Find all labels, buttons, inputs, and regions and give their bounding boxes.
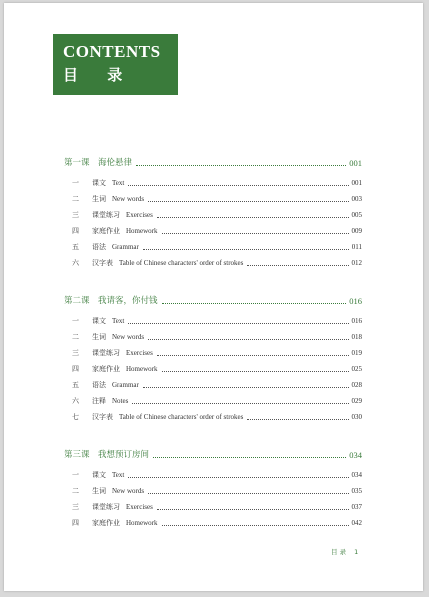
entry-title-zh: 语法	[92, 381, 106, 389]
lesson-section	[64, 152, 362, 268]
entry-title-zh: 生词	[92, 333, 106, 341]
entry-title-en: Homework	[126, 519, 158, 527]
entry-page-number: 003	[351, 195, 362, 203]
entry-number: 四	[72, 519, 79, 527]
entry-title-zh: 家庭作业	[92, 519, 120, 527]
leader-dots	[162, 524, 349, 526]
entry-number: 五	[72, 243, 79, 251]
entry-title-en: Notes	[112, 397, 129, 405]
entry-title-zh: 家庭作业	[92, 227, 120, 235]
toc-entry[interactable]	[64, 252, 362, 268]
entry-title-zh: 课文	[92, 471, 106, 479]
table-of-contents	[64, 152, 362, 550]
entry-title-zh: 家庭作业	[92, 365, 120, 373]
leader-dots	[162, 232, 349, 234]
entry-number: 六	[72, 259, 79, 267]
leader-dots	[136, 164, 346, 166]
leader-dots	[143, 248, 349, 250]
entry-page-number: 009	[351, 227, 362, 235]
toc-entry[interactable]	[64, 172, 362, 188]
entry-number: 三	[72, 349, 79, 357]
leader-dots	[157, 508, 349, 510]
footer-page-number: 1	[354, 548, 359, 556]
lesson-title: 第一课 海伦悬律	[64, 158, 133, 168]
footer-label: 目 录	[331, 548, 347, 556]
toc-entry[interactable]	[64, 204, 362, 220]
entry-number: 二	[72, 195, 79, 203]
lesson-section	[64, 290, 362, 422]
entry-title-zh: 课堂练习	[92, 349, 120, 357]
toc-entry[interactable]	[64, 342, 362, 358]
entry-number: 一	[72, 179, 79, 187]
leader-dots	[132, 402, 348, 404]
entry-title-en: Exercises	[126, 349, 153, 357]
entry-title-zh: 注释	[92, 397, 106, 405]
toc-entry[interactable]	[64, 358, 362, 374]
toc-entry[interactable]	[64, 326, 362, 342]
entry-title-zh: 语法	[92, 243, 106, 251]
entry-title-en: Exercises	[126, 503, 153, 511]
entry-page-number: 001	[351, 179, 362, 187]
lesson-page-number: 001	[349, 158, 362, 168]
leader-dots	[162, 302, 347, 304]
leader-dots	[128, 184, 348, 186]
lesson-section	[64, 444, 362, 528]
entry-title-zh: 课堂练习	[92, 211, 120, 219]
entry-title-zh: 课文	[92, 179, 106, 187]
toc-entry[interactable]	[64, 310, 362, 326]
toc-entry[interactable]	[64, 220, 362, 236]
toc-entry[interactable]	[64, 390, 362, 406]
entry-title-zh: 课堂练习	[92, 503, 120, 511]
leader-dots	[128, 476, 348, 478]
entry-title-en: Exercises	[126, 211, 153, 219]
entry-page-number: 016	[351, 317, 362, 325]
entry-title-en: Text	[112, 317, 125, 325]
contents-header	[53, 34, 178, 95]
entry-title-en: Homework	[126, 365, 158, 373]
leader-dots	[148, 492, 348, 494]
entry-title-en: Grammar	[112, 381, 139, 389]
leader-dots	[162, 370, 349, 372]
contents-title-en: CONTENTS	[63, 42, 161, 61]
leader-dots	[157, 216, 349, 218]
entry-title-en: Table of Chinese characters' order of strokes	[119, 259, 244, 267]
entry-title-zh: 生词	[92, 195, 106, 203]
entry-title-zh: 生词	[92, 487, 106, 495]
page-footer	[331, 547, 364, 556]
entry-page-number: 019	[351, 349, 362, 357]
toc-entry[interactable]	[64, 496, 362, 512]
entry-title-en: Grammar	[112, 243, 139, 251]
leader-dots	[157, 354, 349, 356]
entry-title-en: Text	[112, 471, 125, 479]
entry-number: 四	[72, 365, 79, 373]
leader-dots	[247, 418, 348, 420]
entry-title-en: Text	[112, 179, 125, 187]
toc-entry[interactable]	[64, 512, 362, 528]
document-page	[4, 3, 423, 591]
entry-number: 二	[72, 487, 79, 495]
entry-title-en: Table of Chinese characters' order of strokes	[119, 413, 244, 421]
entry-title-en: New words	[112, 333, 145, 341]
lesson-heading[interactable]	[64, 290, 362, 306]
entry-page-number: 030	[351, 413, 362, 421]
leader-dots	[153, 456, 346, 458]
toc-entry[interactable]	[64, 406, 362, 422]
entry-title-zh: 汉字表	[92, 259, 113, 267]
toc-entry[interactable]	[64, 374, 362, 390]
entry-title-zh: 课文	[92, 317, 106, 325]
entry-title-zh: 汉字表	[92, 413, 113, 421]
toc-entry[interactable]	[64, 464, 362, 480]
entry-page-number: 029	[351, 397, 362, 405]
entry-title-en: New words	[112, 487, 145, 495]
entry-page-number: 025	[351, 365, 362, 373]
entry-page-number: 005	[351, 211, 362, 219]
entry-number: 三	[72, 503, 79, 511]
lesson-page-number: 016	[349, 296, 362, 306]
lesson-heading[interactable]	[64, 444, 362, 460]
contents-title-zh: 目 录	[63, 66, 135, 84]
leader-dots	[148, 200, 348, 202]
toc-entry[interactable]	[64, 236, 362, 252]
entry-page-number: 034	[351, 471, 362, 479]
entry-number: 一	[72, 471, 79, 479]
entry-number: 三	[72, 211, 79, 219]
lesson-title: 第三课 我想预订房间	[64, 450, 150, 460]
lesson-page-number: 034	[349, 450, 362, 460]
leader-dots	[148, 338, 348, 340]
entry-number: 七	[72, 413, 79, 421]
entry-page-number: 028	[351, 381, 362, 389]
entry-page-number: 037	[351, 503, 362, 511]
entry-number: 四	[72, 227, 79, 235]
leader-dots	[247, 264, 348, 266]
entry-number: 六	[72, 397, 79, 405]
entry-page-number: 011	[351, 243, 362, 251]
entry-number: 五	[72, 381, 79, 389]
toc-entry[interactable]	[64, 480, 362, 496]
entry-title-en: New words	[112, 195, 145, 203]
entry-number: 一	[72, 317, 79, 325]
entry-page-number: 035	[351, 487, 362, 495]
entry-page-number: 042	[351, 519, 362, 527]
lesson-heading[interactable]	[64, 152, 362, 168]
entry-page-number: 012	[351, 259, 362, 267]
leader-dots	[128, 322, 348, 324]
entry-page-number: 018	[351, 333, 362, 341]
leader-dots	[143, 386, 349, 388]
lesson-title: 第二课 我请客，你付钱	[64, 296, 158, 306]
entry-title-en: Homework	[126, 227, 158, 235]
toc-entry[interactable]	[64, 188, 362, 204]
entry-number: 二	[72, 333, 79, 341]
